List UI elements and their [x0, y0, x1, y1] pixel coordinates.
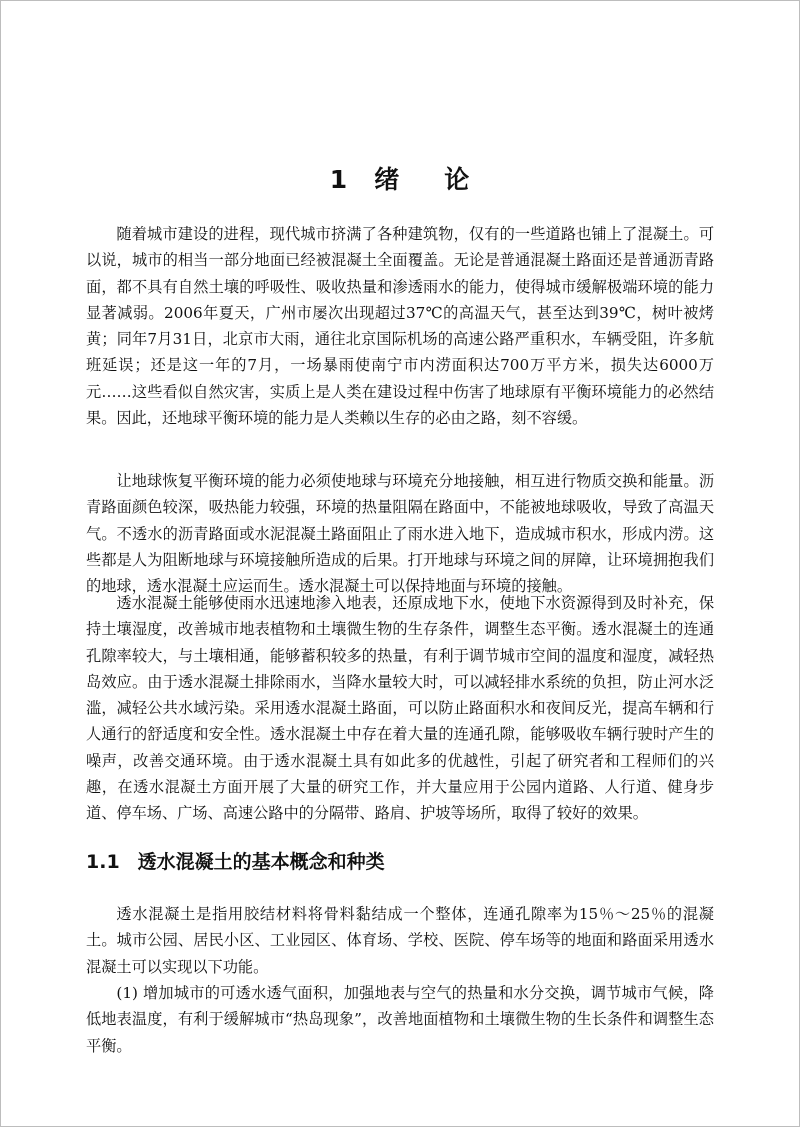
chapter-title-char-2: 论	[444, 165, 471, 194]
chapter-title-char-1: 绪	[374, 165, 401, 194]
paragraph-section-1: 透水混凝土是指用胶结材料将骨料黏结成一个整体，连通孔隙率为15％～25％的混凝土。城市公园、居民小区、工业园区、体育场、学校、医院、停车场等的地面和路面采用透水混凝土可以实现以下功能。	[86, 905, 714, 976]
paragraph-intro-3: 透水混凝土能够使雨水迅速地渗入地表，还原成地下水，使地下水资源得到及时补充，保持土壤湿度，改善城市地表植物和土壤微生物的生存条件，调整生态平衡。透水混凝土的连通孔隙率较大，与土壤相通，能够蓄积较多的热量，有利于调节城市空间的温度和湿度，减轻热岛效应。由于透水混凝土排除雨水，当降水量较大时，可以减轻排水系统的负担，防止河水泛滥，减轻公共水域污染。采用透水混凝土路面，可以防止路面积水和夜间反光，提高车辆和行人通行的舒适度和安全性。透水混凝土中存在着大量的连通孔隙，能够吸收车辆行驶时产生的噪声，改善交通环境。由于透水混凝土具有如此多的优越性，引起了研究者和工程师们的兴趣，在透水混凝土方面开展了大量的研究工作，并大量应用于公园内道路、人行道、健身步道、停车场、广场、高速公路中的分隔带、路肩、护坡等场所，取得了较好的效果。	[86, 594, 714, 823]
section-number: 1.1	[86, 851, 120, 873]
paragraph-intro-1: 随着城市建设的进程，现代城市挤满了各种建筑物，仅有的一些道路也铺上了混凝土。可以说，城市的相当一部分地面已经被混凝土全面覆盖。无论是普通混凝土路面还是普通沥青路面，都不具有自然土壤的呼吸性、吸收热量和渗透雨水的能力，使得城市缓解极端环境的能力显著减弱。2006年夏天，广州市屡次出现超过37℃的高温天气，甚至达到39℃，树叶被烤黄；同年7月31日，北京市大雨，通往北京国际机场的高速公路严重积水，车辆受阻，许多航班延误；还是这一年的7月，一场暴雨使南宁市内涝面积达700万平方米，损失达6000万元……这些看似自然灾害，实质上是人类在建设过程中伤害了地球原有平衡环境能力的必然结果。因此，还地球平衡环境的能力是人类赖以生存的必由之路，刻不容缓。	[86, 225, 714, 428]
section-title: 透水混凝土的基本概念和种类	[137, 851, 385, 873]
chapter-title	[86, 160, 714, 196]
paragraph-intro-2: 让地球恢复平衡环境的能力必须使地球与环境充分地接触，相互进行物质交换和能量。沥青路面颜色较深，吸热能力较强，环境的热量阻隔在路面中，不能被地球吸收，导致了高温天气。不透水的沥青路面或水泥混凝土路面阻止了雨水进入地下，造成城市积水，形成内涝。这些都是人为阻断地球与环境接触所造成的后果。打开地球与环境之间的屏障，让环境拥抱我们的地球，透水混凝土应运而生。透水混凝土可以保持地面与环境的接触。	[86, 472, 714, 596]
section-heading	[86, 849, 385, 875]
paragraph-section-2: (1) 增加城市的可透水透气面积，加强地表与空气的热量和水分交换，调节城市气候，降低地表温度，有利于缓解城市“热岛现象”，改善地面植物和土壤微生物的生长条件和调整生态平衡。	[86, 984, 714, 1055]
chapter-number: 1	[329, 165, 349, 194]
